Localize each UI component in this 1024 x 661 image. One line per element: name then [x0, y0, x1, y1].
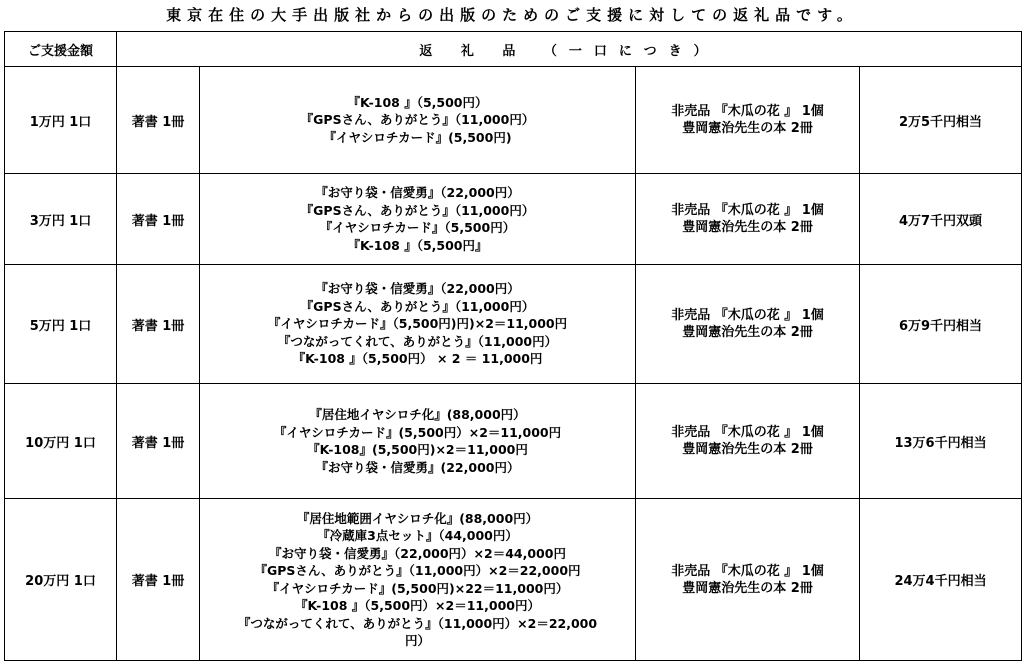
item-line: 『イヤシロチカード』(5,500円)×22＝11,000円） — [266, 580, 569, 596]
gift-line: 豊岡憲治先生の本 2冊 — [682, 442, 813, 457]
item-line: 『GPSさん、ありがとう』（11,000円）×2＝22,000円 — [254, 563, 581, 578]
gift-cell — [636, 174, 860, 265]
items-cell — [200, 67, 636, 174]
gift-line: 非売品 『木瓜の花 』 1個 — [671, 425, 824, 440]
item-line: 『GPSさん、ありがとう』（11,000円） — [300, 112, 535, 128]
gift-line: 豊岡憲治先生の本 2冊 — [682, 121, 813, 136]
item-line: 『冷蔵庫3点セット』（44,000円） — [317, 528, 518, 543]
table-row — [5, 67, 1022, 174]
item-line: 『イヤシロチカード』（5,500円)円)×2＝11,000円 — [267, 316, 568, 332]
amount-cell: 3万円 1口 — [5, 174, 117, 265]
item-line: 『居住地イヤシロチ化』(88,000円） — [309, 407, 526, 422]
gift-cell — [636, 265, 860, 384]
table-row — [5, 384, 1022, 499]
item-line: 『つながってくれて、ありがとう』（11,000円）×2＝22,000 — [237, 615, 598, 631]
item-line: 『イヤシロチカード』(5,500円）×2＝11,000円 — [273, 424, 562, 440]
amount-cell: 5万円 1口 — [5, 265, 117, 384]
table-header-row — [5, 32, 1022, 67]
book-cell: 著書 1冊 — [117, 384, 200, 499]
items-cell — [200, 499, 636, 661]
item-line: 『K-108 』（5,500円』 — [347, 237, 488, 253]
item-line: 『K-108』(5,500円)×2＝11,000円 — [307, 442, 528, 457]
header-amount: ご支援金額 — [5, 32, 117, 67]
item-line: 『お守り袋・信愛勇』(22,000円） — [315, 459, 520, 475]
item-line: 『K-108 』（5,500円） × 2 ＝ 11,000円 — [292, 351, 543, 367]
gift-cell — [636, 384, 860, 499]
gift-line: 非売品 『木瓜の花 』 1個 — [671, 563, 824, 579]
table-row — [5, 499, 1022, 661]
items-cell — [200, 265, 636, 384]
item-line: 『お守り袋・信愛勇』（22,000円） — [315, 185, 520, 200]
gift-line: 非売品 『木瓜の花 』 1個 — [671, 203, 824, 218]
gift-line: 非売品 『木瓜の花 』 1個 — [671, 104, 824, 119]
item-line: 『GPSさん、ありがとう』（11,000円） — [300, 298, 535, 314]
rewards-table — [4, 31, 1022, 661]
book-cell: 著書 1冊 — [117, 499, 200, 661]
table-row — [5, 265, 1022, 384]
item-line: 『イヤシロチカード』(5,500円) — [323, 129, 512, 145]
gift-line: 非売品 『木瓜の花 』 1個 — [671, 308, 824, 323]
items-cell — [200, 174, 636, 265]
item-line: 『GPSさん、ありがとう』（11,000円） — [300, 202, 535, 218]
value-cell: 6万9千円相当 — [860, 265, 1022, 384]
item-line: 『お守り袋・信愛勇』（22,000円）×2＝44,000円 — [269, 545, 566, 561]
page-title: 東京在住の大手出版社からの出版のためのご支援に対しての返礼品です。 — [166, 6, 858, 24]
table-row — [5, 174, 1022, 265]
book-cell: 著書 1冊 — [117, 265, 200, 384]
item-line: 『居住地範囲イヤシロチ化』(88,000円） — [296, 510, 539, 526]
gift-cell — [636, 67, 860, 174]
amount-cell: 20万円 1口 — [5, 499, 117, 661]
item-line: 『K-108 』（5,500円） — [347, 94, 488, 110]
item-line: 円） — [404, 633, 430, 648]
book-cell: 著書 1冊 — [117, 174, 200, 265]
items-cell — [200, 384, 636, 499]
gift-line: 豊岡憲治先生の本 2冊 — [682, 220, 813, 235]
value-cell: 4万7千円双頭 — [860, 174, 1022, 265]
value-cell: 2万5千円相当 — [860, 67, 1022, 174]
amount-cell: 1万円 1口 — [5, 67, 117, 174]
item-line: 『K-108 』（5,500円）×2＝11,000円） — [295, 598, 540, 613]
book-cell: 著書 1冊 — [117, 67, 200, 174]
item-line: 『つながってくれて、ありがとう』（11,000円） — [277, 333, 558, 349]
header-rewards: 返 礼 品 （一口につき） — [117, 32, 1022, 67]
item-line: 『イヤシロチカード』（5,500円） — [319, 220, 516, 235]
value-cell: 13万6千円相当 — [860, 384, 1022, 499]
gift-line: 豊岡憲治先生の本 2冊 — [682, 580, 813, 596]
item-line: 『お守り袋・信愛勇』（22,000円） — [315, 281, 520, 297]
gift-line: 豊岡憲治先生の本 2冊 — [682, 325, 813, 340]
value-cell: 24万4千円相当 — [860, 499, 1022, 661]
gift-cell — [636, 499, 860, 661]
amount-cell: 10万円 1口 — [5, 384, 117, 499]
